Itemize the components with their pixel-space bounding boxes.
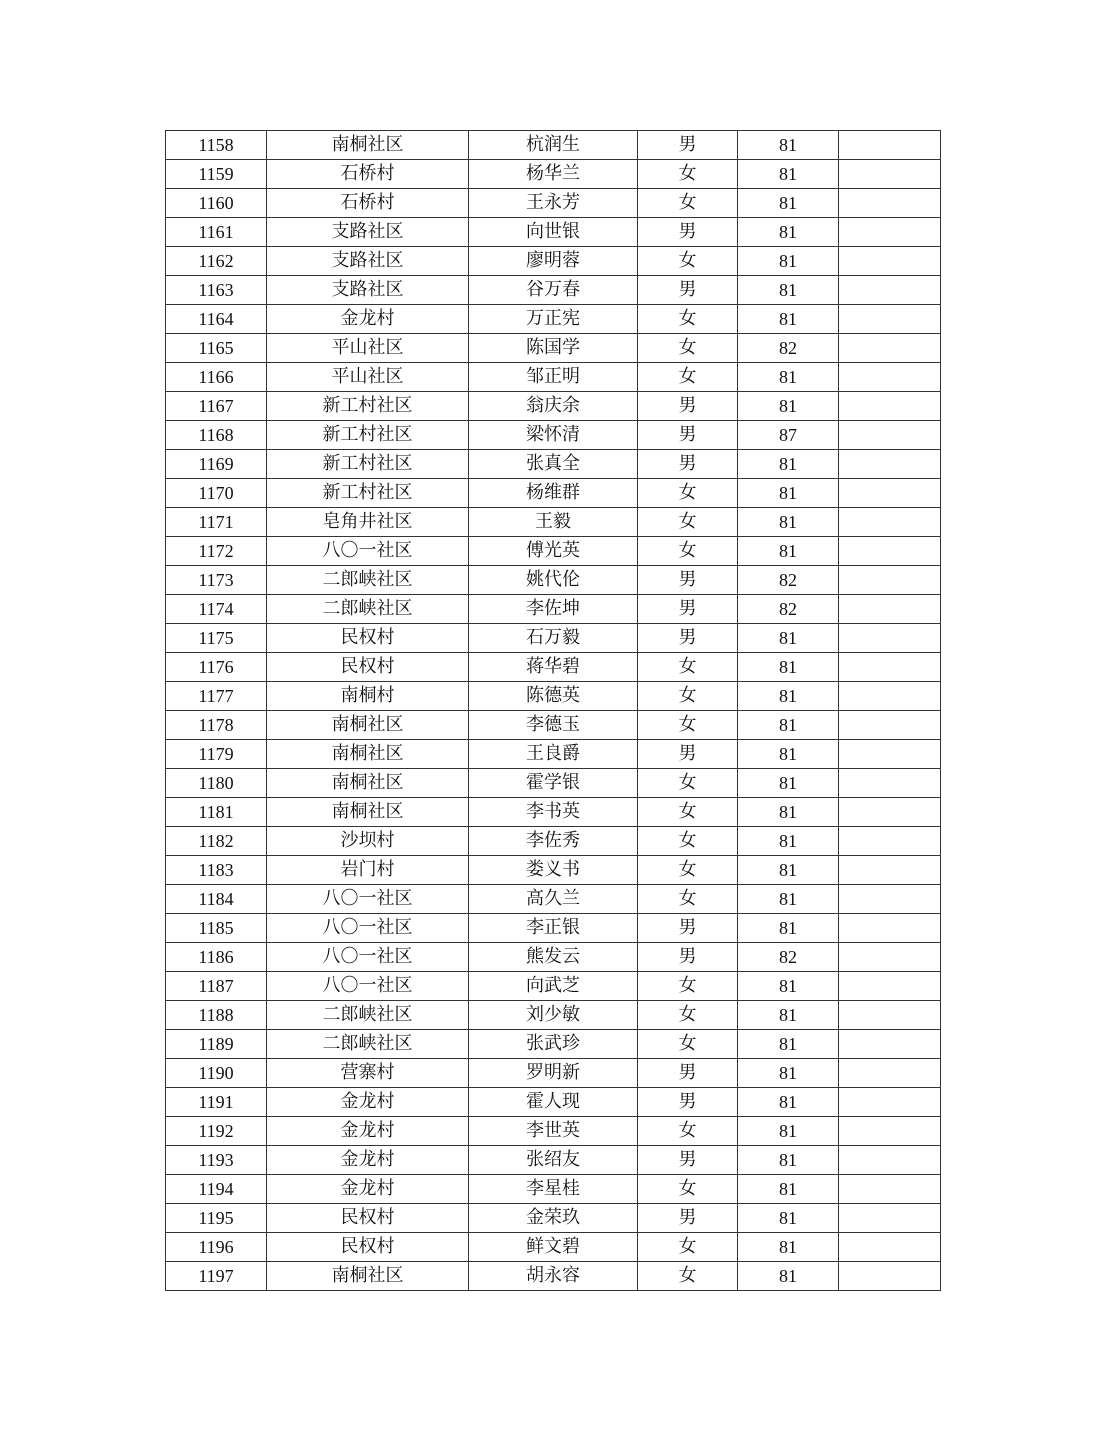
remark-cell xyxy=(839,450,941,479)
age-cell: 81 xyxy=(738,305,839,334)
community-cell: 金龙村 xyxy=(267,1146,469,1175)
table-row xyxy=(166,1001,941,1030)
name-cell: 熊发云 xyxy=(469,943,638,972)
age-cell: 81 xyxy=(738,189,839,218)
age-cell: 81 xyxy=(738,1001,839,1030)
name-cell: 王良爵 xyxy=(469,740,638,769)
serial-number-cell: 1187 xyxy=(166,972,267,1001)
gender-cell: 男 xyxy=(638,595,738,624)
table-row xyxy=(166,508,941,537)
remark-cell xyxy=(839,1204,941,1233)
community-cell: 石桥村 xyxy=(267,160,469,189)
name-cell: 李星桂 xyxy=(469,1175,638,1204)
remark-cell xyxy=(839,682,941,711)
name-cell: 李书英 xyxy=(469,798,638,827)
age-cell: 81 xyxy=(738,363,839,392)
serial-number-cell: 1169 xyxy=(166,450,267,479)
remark-cell xyxy=(839,1233,941,1262)
remark-cell xyxy=(839,1059,941,1088)
gender-cell: 男 xyxy=(638,1059,738,1088)
age-cell: 81 xyxy=(738,508,839,537)
gender-cell: 女 xyxy=(638,189,738,218)
gender-cell: 男 xyxy=(638,392,738,421)
gender-cell: 女 xyxy=(638,160,738,189)
gender-cell: 女 xyxy=(638,1030,738,1059)
name-cell: 鲜文碧 xyxy=(469,1233,638,1262)
table-row xyxy=(166,711,941,740)
serial-number-cell: 1160 xyxy=(166,189,267,218)
community-cell: 民权村 xyxy=(267,624,469,653)
remark-cell xyxy=(839,653,941,682)
remark-cell xyxy=(839,363,941,392)
serial-number-cell: 1181 xyxy=(166,798,267,827)
serial-number-cell: 1174 xyxy=(166,595,267,624)
remark-cell xyxy=(839,1262,941,1291)
serial-number-cell: 1192 xyxy=(166,1117,267,1146)
serial-number-cell: 1158 xyxy=(166,131,267,160)
gender-cell: 男 xyxy=(638,1146,738,1175)
table-row xyxy=(166,450,941,479)
gender-cell: 男 xyxy=(638,421,738,450)
serial-number-cell: 1178 xyxy=(166,711,267,740)
name-cell: 金荣玖 xyxy=(469,1204,638,1233)
remark-cell xyxy=(839,711,941,740)
serial-number-cell: 1191 xyxy=(166,1088,267,1117)
age-cell: 81 xyxy=(738,131,839,160)
remark-cell xyxy=(839,624,941,653)
serial-number-cell: 1171 xyxy=(166,508,267,537)
serial-number-cell: 1184 xyxy=(166,885,267,914)
name-cell: 谷万春 xyxy=(469,276,638,305)
serial-number-cell: 1185 xyxy=(166,914,267,943)
serial-number-cell: 1175 xyxy=(166,624,267,653)
gender-cell: 女 xyxy=(638,798,738,827)
community-cell: 石桥村 xyxy=(267,189,469,218)
remark-cell xyxy=(839,218,941,247)
name-cell: 张武珍 xyxy=(469,1030,638,1059)
community-cell: 南桐社区 xyxy=(267,711,469,740)
serial-number-cell: 1190 xyxy=(166,1059,267,1088)
community-cell: 沙坝村 xyxy=(267,827,469,856)
age-cell: 81 xyxy=(738,276,839,305)
gender-cell: 女 xyxy=(638,363,738,392)
age-cell: 81 xyxy=(738,740,839,769)
table-row xyxy=(166,1233,941,1262)
serial-number-cell: 1179 xyxy=(166,740,267,769)
remark-cell xyxy=(839,885,941,914)
gender-cell: 女 xyxy=(638,769,738,798)
table-row xyxy=(166,798,941,827)
age-cell: 82 xyxy=(738,334,839,363)
serial-number-cell: 1193 xyxy=(166,1146,267,1175)
name-cell: 杭润生 xyxy=(469,131,638,160)
gender-cell: 男 xyxy=(638,943,738,972)
remark-cell xyxy=(839,131,941,160)
age-cell: 81 xyxy=(738,247,839,276)
remark-cell xyxy=(839,479,941,508)
remark-cell xyxy=(839,1030,941,1059)
remark-cell xyxy=(839,247,941,276)
name-cell: 蒋华碧 xyxy=(469,653,638,682)
age-cell: 81 xyxy=(738,1117,839,1146)
gender-cell: 男 xyxy=(638,218,738,247)
table-row xyxy=(166,595,941,624)
serial-number-cell: 1183 xyxy=(166,856,267,885)
community-cell: 平山社区 xyxy=(267,363,469,392)
gender-cell: 女 xyxy=(638,479,738,508)
gender-cell: 女 xyxy=(638,247,738,276)
serial-number-cell: 1170 xyxy=(166,479,267,508)
remark-cell xyxy=(839,566,941,595)
name-cell: 傅光英 xyxy=(469,537,638,566)
gender-cell: 男 xyxy=(638,1088,738,1117)
name-cell: 梁怀清 xyxy=(469,421,638,450)
community-cell: 南桐社区 xyxy=(267,740,469,769)
age-cell: 81 xyxy=(738,682,839,711)
community-cell: 民权村 xyxy=(267,1233,469,1262)
table-row xyxy=(166,218,941,247)
name-cell: 霍人现 xyxy=(469,1088,638,1117)
community-cell: 二郎峡社区 xyxy=(267,595,469,624)
community-cell: 八〇一社区 xyxy=(267,885,469,914)
table-row xyxy=(166,972,941,1001)
community-cell: 新工村社区 xyxy=(267,392,469,421)
age-cell: 81 xyxy=(738,479,839,508)
community-cell: 南桐村 xyxy=(267,682,469,711)
table-row xyxy=(166,856,941,885)
table-row xyxy=(166,1262,941,1291)
serial-number-cell: 1165 xyxy=(166,334,267,363)
table-row xyxy=(166,479,941,508)
table-row xyxy=(166,305,941,334)
name-cell: 李正银 xyxy=(469,914,638,943)
age-cell: 81 xyxy=(738,1088,839,1117)
community-cell: 二郎峡社区 xyxy=(267,566,469,595)
table-row xyxy=(166,1146,941,1175)
age-cell: 81 xyxy=(738,972,839,1001)
remark-cell xyxy=(839,537,941,566)
table-row xyxy=(166,1204,941,1233)
serial-number-cell: 1195 xyxy=(166,1204,267,1233)
gender-cell: 男 xyxy=(638,450,738,479)
serial-number-cell: 1164 xyxy=(166,305,267,334)
table-row xyxy=(166,276,941,305)
table-row xyxy=(166,1088,941,1117)
serial-number-cell: 1194 xyxy=(166,1175,267,1204)
age-cell: 81 xyxy=(738,1233,839,1262)
age-cell: 82 xyxy=(738,595,839,624)
table-row xyxy=(166,363,941,392)
age-cell: 81 xyxy=(738,392,839,421)
table-row xyxy=(166,827,941,856)
community-cell: 二郎峡社区 xyxy=(267,1001,469,1030)
age-cell: 81 xyxy=(738,653,839,682)
serial-number-cell: 1196 xyxy=(166,1233,267,1262)
age-cell: 81 xyxy=(738,885,839,914)
name-cell: 王永芳 xyxy=(469,189,638,218)
age-cell: 82 xyxy=(738,943,839,972)
community-cell: 新工村社区 xyxy=(267,421,469,450)
table-row xyxy=(166,740,941,769)
roster-table-container xyxy=(165,130,940,1291)
age-cell: 81 xyxy=(738,1030,839,1059)
serial-number-cell: 1180 xyxy=(166,769,267,798)
remark-cell xyxy=(839,856,941,885)
age-cell: 81 xyxy=(738,1262,839,1291)
age-cell: 87 xyxy=(738,421,839,450)
community-cell: 八〇一社区 xyxy=(267,943,469,972)
table-row xyxy=(166,1175,941,1204)
name-cell: 罗明新 xyxy=(469,1059,638,1088)
gender-cell: 男 xyxy=(638,914,738,943)
remark-cell xyxy=(839,1146,941,1175)
community-cell: 岩门村 xyxy=(267,856,469,885)
table-row xyxy=(166,624,941,653)
name-cell: 石万毅 xyxy=(469,624,638,653)
community-cell: 八〇一社区 xyxy=(267,537,469,566)
community-cell: 二郎峡社区 xyxy=(267,1030,469,1059)
name-cell: 刘少敏 xyxy=(469,1001,638,1030)
name-cell: 陈国学 xyxy=(469,334,638,363)
name-cell: 邹正明 xyxy=(469,363,638,392)
name-cell: 李德玉 xyxy=(469,711,638,740)
name-cell: 向世银 xyxy=(469,218,638,247)
table-row xyxy=(166,769,941,798)
roster-table xyxy=(165,130,941,1291)
gender-cell: 女 xyxy=(638,885,738,914)
name-cell: 陈德英 xyxy=(469,682,638,711)
gender-cell: 女 xyxy=(638,305,738,334)
serial-number-cell: 1159 xyxy=(166,160,267,189)
name-cell: 向武芝 xyxy=(469,972,638,1001)
community-cell: 平山社区 xyxy=(267,334,469,363)
age-cell: 81 xyxy=(738,450,839,479)
table-row xyxy=(166,914,941,943)
gender-cell: 男 xyxy=(638,566,738,595)
remark-cell xyxy=(839,972,941,1001)
table-row xyxy=(166,189,941,218)
name-cell: 娄义书 xyxy=(469,856,638,885)
community-cell: 金龙村 xyxy=(267,1088,469,1117)
roster-table-body xyxy=(166,131,941,1291)
serial-number-cell: 1177 xyxy=(166,682,267,711)
table-row xyxy=(166,943,941,972)
serial-number-cell: 1197 xyxy=(166,1262,267,1291)
serial-number-cell: 1176 xyxy=(166,653,267,682)
remark-cell xyxy=(839,421,941,450)
table-row xyxy=(166,537,941,566)
gender-cell: 男 xyxy=(638,276,738,305)
name-cell: 张真全 xyxy=(469,450,638,479)
age-cell: 81 xyxy=(738,769,839,798)
gender-cell: 女 xyxy=(638,537,738,566)
age-cell: 81 xyxy=(738,856,839,885)
community-cell: 民权村 xyxy=(267,653,469,682)
name-cell: 廖明蓉 xyxy=(469,247,638,276)
gender-cell: 女 xyxy=(638,1001,738,1030)
serial-number-cell: 1188 xyxy=(166,1001,267,1030)
serial-number-cell: 1162 xyxy=(166,247,267,276)
name-cell: 高久兰 xyxy=(469,885,638,914)
gender-cell: 女 xyxy=(638,1175,738,1204)
age-cell: 81 xyxy=(738,1146,839,1175)
remark-cell xyxy=(839,276,941,305)
serial-number-cell: 1167 xyxy=(166,392,267,421)
table-row xyxy=(166,160,941,189)
remark-cell xyxy=(839,334,941,363)
remark-cell xyxy=(839,827,941,856)
gender-cell: 女 xyxy=(638,972,738,1001)
name-cell: 王毅 xyxy=(469,508,638,537)
remark-cell xyxy=(839,798,941,827)
table-row xyxy=(166,885,941,914)
serial-number-cell: 1173 xyxy=(166,566,267,595)
name-cell: 翁庆余 xyxy=(469,392,638,421)
name-cell: 李佐坤 xyxy=(469,595,638,624)
gender-cell: 男 xyxy=(638,131,738,160)
gender-cell: 男 xyxy=(638,740,738,769)
age-cell: 81 xyxy=(738,827,839,856)
age-cell: 81 xyxy=(738,798,839,827)
community-cell: 新工村社区 xyxy=(267,450,469,479)
remark-cell xyxy=(839,189,941,218)
gender-cell: 女 xyxy=(638,653,738,682)
age-cell: 81 xyxy=(738,1204,839,1233)
remark-cell xyxy=(839,392,941,421)
community-cell: 南桐社区 xyxy=(267,131,469,160)
table-row xyxy=(166,131,941,160)
age-cell: 81 xyxy=(738,537,839,566)
remark-cell xyxy=(839,1001,941,1030)
community-cell: 营寨村 xyxy=(267,1059,469,1088)
community-cell: 南桐社区 xyxy=(267,769,469,798)
remark-cell xyxy=(839,305,941,334)
serial-number-cell: 1172 xyxy=(166,537,267,566)
gender-cell: 女 xyxy=(638,827,738,856)
serial-number-cell: 1161 xyxy=(166,218,267,247)
gender-cell: 女 xyxy=(638,711,738,740)
remark-cell xyxy=(839,1175,941,1204)
table-row xyxy=(166,566,941,595)
age-cell: 81 xyxy=(738,624,839,653)
table-row xyxy=(166,247,941,276)
community-cell: 支路社区 xyxy=(267,218,469,247)
name-cell: 李佐秀 xyxy=(469,827,638,856)
table-row xyxy=(166,682,941,711)
name-cell: 张绍友 xyxy=(469,1146,638,1175)
remark-cell xyxy=(839,943,941,972)
age-cell: 81 xyxy=(738,914,839,943)
serial-number-cell: 1166 xyxy=(166,363,267,392)
table-row xyxy=(166,1059,941,1088)
community-cell: 新工村社区 xyxy=(267,479,469,508)
name-cell: 万正宪 xyxy=(469,305,638,334)
community-cell: 金龙村 xyxy=(267,1117,469,1146)
age-cell: 81 xyxy=(738,1059,839,1088)
name-cell: 霍学银 xyxy=(469,769,638,798)
age-cell: 81 xyxy=(738,218,839,247)
community-cell: 皂角井社区 xyxy=(267,508,469,537)
gender-cell: 女 xyxy=(638,334,738,363)
name-cell: 姚代伦 xyxy=(469,566,638,595)
table-row xyxy=(166,421,941,450)
community-cell: 八〇一社区 xyxy=(267,914,469,943)
age-cell: 81 xyxy=(738,1175,839,1204)
community-cell: 八〇一社区 xyxy=(267,972,469,1001)
remark-cell xyxy=(839,914,941,943)
age-cell: 81 xyxy=(738,711,839,740)
community-cell: 南桐社区 xyxy=(267,798,469,827)
community-cell: 金龙村 xyxy=(267,305,469,334)
gender-cell: 女 xyxy=(638,1262,738,1291)
age-cell: 82 xyxy=(738,566,839,595)
community-cell: 支路社区 xyxy=(267,247,469,276)
table-row xyxy=(166,1030,941,1059)
gender-cell: 男 xyxy=(638,1204,738,1233)
serial-number-cell: 1163 xyxy=(166,276,267,305)
name-cell: 杨华兰 xyxy=(469,160,638,189)
gender-cell: 女 xyxy=(638,682,738,711)
name-cell: 李世英 xyxy=(469,1117,638,1146)
gender-cell: 女 xyxy=(638,1233,738,1262)
age-cell: 81 xyxy=(738,160,839,189)
table-row xyxy=(166,334,941,363)
table-row xyxy=(166,653,941,682)
gender-cell: 女 xyxy=(638,1117,738,1146)
name-cell: 杨维群 xyxy=(469,479,638,508)
serial-number-cell: 1189 xyxy=(166,1030,267,1059)
remark-cell xyxy=(839,1117,941,1146)
serial-number-cell: 1186 xyxy=(166,943,267,972)
remark-cell xyxy=(839,769,941,798)
remark-cell xyxy=(839,595,941,624)
remark-cell xyxy=(839,740,941,769)
community-cell: 支路社区 xyxy=(267,276,469,305)
remark-cell xyxy=(839,1088,941,1117)
gender-cell: 男 xyxy=(638,624,738,653)
serial-number-cell: 1182 xyxy=(166,827,267,856)
table-row xyxy=(166,392,941,421)
remark-cell xyxy=(839,508,941,537)
remark-cell xyxy=(839,160,941,189)
name-cell: 胡永容 xyxy=(469,1262,638,1291)
community-cell: 民权村 xyxy=(267,1204,469,1233)
community-cell: 金龙村 xyxy=(267,1175,469,1204)
table-row xyxy=(166,1117,941,1146)
serial-number-cell: 1168 xyxy=(166,421,267,450)
community-cell: 南桐社区 xyxy=(267,1262,469,1291)
gender-cell: 女 xyxy=(638,856,738,885)
gender-cell: 女 xyxy=(638,508,738,537)
